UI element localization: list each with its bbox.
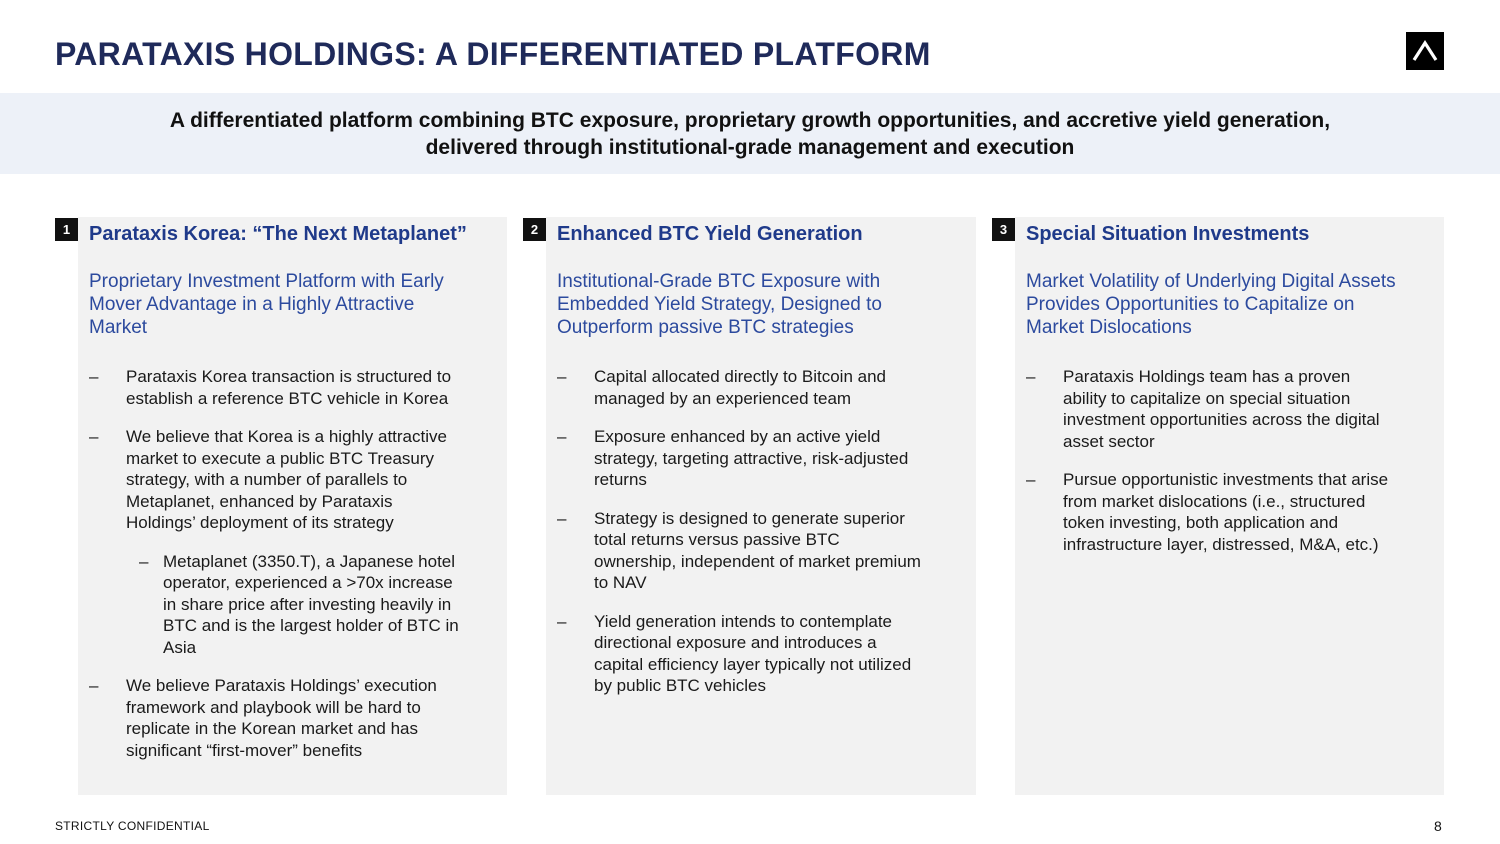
bullet-text-line: market to execute a public BTC Treasury	[126, 448, 435, 468]
bullet-text-line: asset sector	[1063, 431, 1155, 451]
column-btc-yield	[546, 217, 976, 795]
column-subtitle	[557, 270, 882, 339]
bullet-text-line: Parataxis Holdings team has a proven	[1063, 367, 1351, 386]
bullet-text-line: Exposure enhanced by an active yield	[594, 427, 881, 446]
column-subtitle-line: Embedded Yield Strategy, Designed to	[557, 294, 882, 315]
bullet-text-line: Holdings’ deployment of its strategy	[126, 513, 394, 532]
bullet-text-line: by public BTC vehicles	[594, 676, 766, 695]
bullet-text-line: Parataxis Korea transaction is structured to	[126, 367, 452, 386]
bullet-text-line: ability to capitalize on special situation	[1063, 388, 1351, 408]
bullet-item	[557, 611, 921, 697]
bullet-text-line: ownership, independent of market premium	[594, 551, 921, 571]
bullet-text-line: returns	[594, 470, 647, 489]
bullet-text-line: Metaplanet, enhanced by Parataxis	[126, 491, 393, 511]
dash-bullet-icon: –	[89, 676, 99, 695]
bullet-item	[557, 426, 921, 491]
column-subtitle-line: Market	[89, 317, 148, 338]
confidential-label: STRICTLY CONFIDENTIAL	[55, 819, 210, 833]
bullet-text-line: framework and playbook will be hard to	[126, 697, 421, 717]
column-subtitle-line: Outperform passive BTC strategies	[557, 317, 854, 338]
page-title: PARATAXIS HOLDINGS: A DIFFERENTIATED PLATFORM	[55, 36, 931, 72]
bullet-text-line: BTC and is the largest holder of BTC in	[163, 616, 459, 635]
bullet-text-line: Yield generation intends to contemplate	[594, 611, 893, 631]
bullet-item	[557, 508, 921, 594]
bullet-item	[1026, 366, 1388, 452]
banner-line-2: delivered through institutional-grade management and execution	[425, 135, 1075, 159]
column-subtitle-line: Provides Opportunities to Capitalize on	[1026, 294, 1355, 315]
bullet-text-line: We believe that Korea is a highly attractive	[126, 427, 447, 446]
bullet-text-line: establish a reference BTC vehicle in Korea	[126, 388, 449, 408]
bullet-text-line: Capital allocated directly to Bitcoin and	[594, 367, 886, 386]
dash-bullet-icon: –	[89, 427, 99, 446]
bullet-text-line: Strategy is designed to generate superior	[594, 508, 905, 528]
column-subtitle	[1026, 270, 1396, 339]
bullet-text-line: Asia	[163, 637, 197, 657]
dash-bullet-icon: –	[1026, 470, 1036, 489]
bullet-text-line: Metaplanet (3350.T), a Japanese hotel	[163, 551, 456, 571]
dash-bullet-icon: –	[1026, 367, 1036, 386]
bullet-list	[89, 366, 459, 778]
bullet-text-line: capital efficiency layer typically not utilized	[594, 654, 912, 674]
number-badge: 2	[523, 218, 546, 241]
bullet-text-line: investment opportunities across the digital	[1063, 410, 1380, 429]
bullet-text-line: total returns versus passive BTC	[594, 530, 840, 549]
bullet-text-line: replicate in the Korean market and has	[126, 719, 419, 738]
bullet-text-line: strategy, with a number of parallels to	[126, 470, 408, 489]
column-subtitle-line: Market Volatility of Underlying Digital Assets	[1026, 271, 1396, 292]
dash-bullet-icon: –	[139, 551, 149, 571]
column-subtitle-line: Institutional-Grade BTC Exposure with	[557, 271, 881, 292]
bullet-text-line: infrastructure layer, distressed, M&A, etc.)	[1063, 534, 1379, 554]
summary-banner	[0, 93, 1500, 174]
column-subtitle-line: Mover Advantage in a Highly Attractive	[89, 294, 415, 315]
bullet-text-line: directional exposure and introduces a	[594, 633, 877, 652]
bullet-text-line: token investing, both application and	[1063, 513, 1339, 532]
dash-bullet-icon: –	[89, 367, 99, 386]
bullet-text-line: significant “first-mover” benefits	[126, 740, 363, 760]
bullet-item	[89, 426, 459, 534]
bullet-list	[1026, 366, 1388, 572]
caret-up-logo-icon	[1406, 32, 1444, 70]
bullet-text-line: managed by an experienced team	[594, 388, 852, 408]
bullet-text-line: Pursue opportunistic investments that arise	[1063, 470, 1389, 489]
column-subtitle-line: Proprietary Investment Platform with Early	[89, 271, 444, 292]
banner-line-1: A differentiated platform combining BTC exposure, proprietary growth opportunities, and accretive yield generation,	[169, 108, 1331, 132]
page-number: 8	[1434, 818, 1442, 834]
column-title: Special Situation Investments	[1026, 223, 1310, 245]
bullet-item	[1026, 469, 1388, 555]
column-subtitle-line: Market Dislocations	[1026, 317, 1192, 338]
dash-bullet-icon: –	[557, 611, 567, 631]
number-badge: 1	[55, 218, 78, 241]
bullet-item	[557, 366, 921, 409]
bullet-text-line: from market dislocations (i.e., structured	[1063, 491, 1366, 511]
bullet-text-line: to NAV	[594, 573, 647, 592]
dash-bullet-icon: –	[557, 427, 567, 446]
column-parataxis-korea	[78, 217, 507, 795]
bullet-text-line: operator, experienced a >70x increase	[163, 573, 453, 592]
sub-bullet-item	[89, 551, 459, 659]
number-badge: 3	[992, 218, 1015, 241]
bullet-text-line: strategy, targeting attractive, risk-adjusted	[594, 448, 909, 468]
bullet-item	[89, 366, 459, 409]
dash-bullet-icon: –	[557, 367, 567, 386]
column-title: Enhanced BTC Yield Generation	[557, 223, 863, 245]
column-title: Parataxis Korea: “The Next Metaplanet”	[89, 223, 467, 245]
column-subtitle	[89, 270, 444, 339]
dash-bullet-icon: –	[557, 508, 567, 528]
bullet-text-line: We believe Parataxis Holdings’ execution	[126, 676, 437, 695]
bullet-list	[557, 366, 921, 714]
bullet-text-line: in share price after investing heavily in	[163, 594, 452, 614]
column-special-situations	[1015, 217, 1444, 795]
bullet-item	[89, 675, 459, 761]
